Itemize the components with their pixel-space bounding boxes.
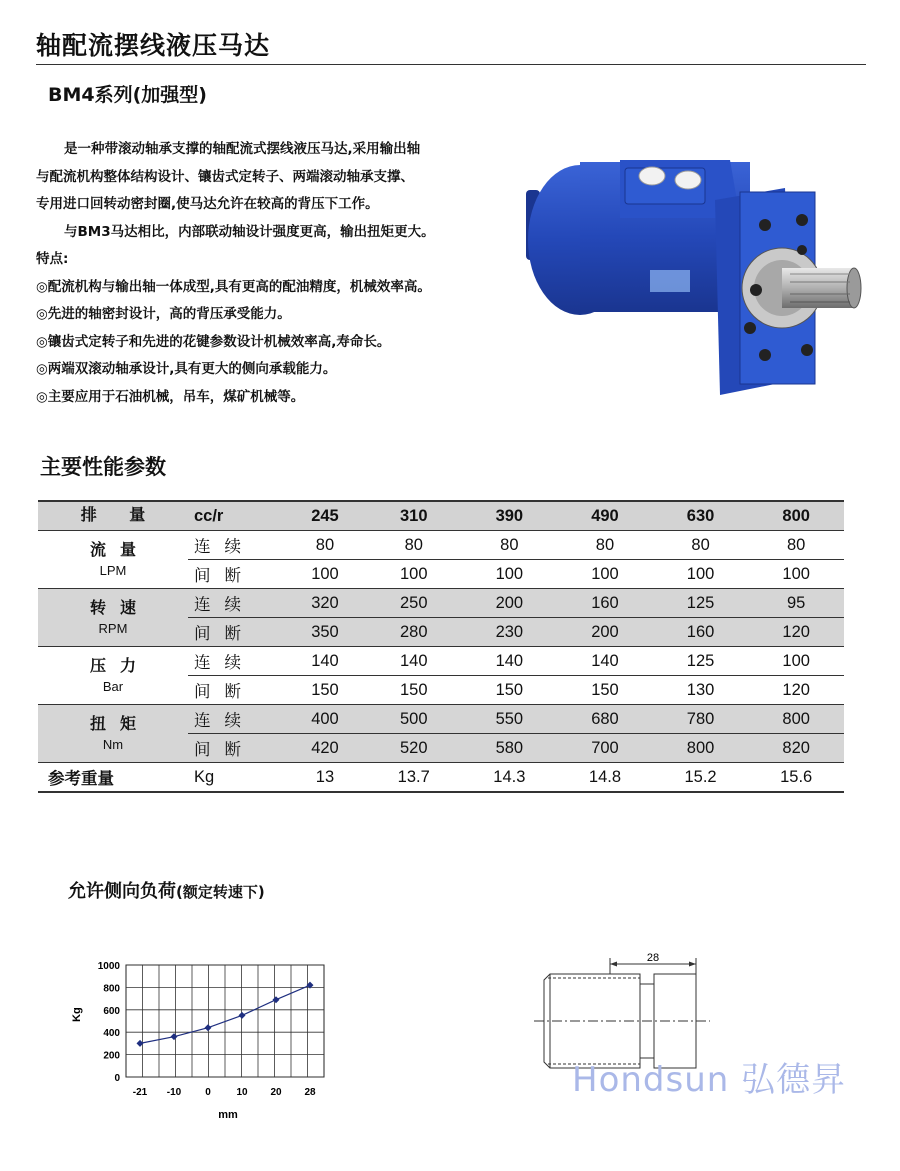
table-cell: 100 [748,560,844,589]
table-cell: 500 [366,705,462,734]
feature-item: ◎先进的轴密封设计，高的背压承受能力。 [36,306,291,322]
mode-cell: 间断 [188,618,284,647]
table-cell: 580 [462,734,558,763]
row-label-flow: 流量 LPM [38,531,188,589]
table-cell: 125 [653,589,749,618]
table-cell: 680 [557,705,653,734]
table-row [38,589,844,618]
table-cell: 100 [557,560,653,589]
x-tick-label: 10 [236,1087,248,1098]
table-cell: 100 [748,647,844,676]
data-point [171,1033,178,1040]
y-tick-label: 800 [103,983,120,995]
dimension-label: 28 [646,952,660,964]
mode-cell: 连续 [188,705,284,734]
table-cell: 80 [462,531,558,560]
intro-line: 是一种带滚动轴承支撑的轴配流式摆线液压马达,采用输出轴 [64,141,421,157]
y-tick-label: 600 [103,1005,120,1017]
side-load-chart [60,950,350,1135]
x-axis-label: mm [218,1109,238,1121]
table-cell: 14.3 [462,763,558,793]
table-cell: 120 [748,676,844,705]
x-tick-label: 20 [270,1087,282,1098]
table-header-row [38,501,844,531]
table-cell: 230 [462,618,558,647]
table-row-weight [38,763,844,793]
header-cell: 800 [748,501,844,531]
table-cell: 120 [748,618,844,647]
table-cell: 80 [653,531,749,560]
table-cell: 80 [284,531,366,560]
y-tick-label: 1000 [97,961,120,972]
x-tick-label: -10 [166,1087,182,1098]
table-row [38,531,844,560]
load-title: 允许侧向负荷(额定转速下) [68,881,265,902]
table-cell: 400 [284,705,366,734]
table-cell: 280 [366,618,462,647]
page-title: 轴配流摆线液压马达 [36,31,271,60]
table-cell: 14.8 [557,763,653,793]
y-tick-label: 0 [114,1073,120,1084]
mode-cell: 间断 [188,734,284,763]
table-cell: 140 [366,647,462,676]
table-cell: 13 [284,763,366,793]
features-label: 特点: [36,251,69,267]
table-cell: 15.6 [748,763,844,793]
intro-line: 与配流机构整体结构设计、镶齿式定转子、两端滚动轴承支撑、 [36,168,414,185]
table-cell: 100 [653,560,749,589]
y-tick-label: 200 [103,1050,120,1062]
table-cell: 80 [748,531,844,560]
mode-cell: 连续 [188,531,284,560]
table-cell: 140 [557,647,653,676]
table-cell: 250 [366,589,462,618]
header-cell: 490 [557,501,653,531]
weight-label: 参考重量 [38,763,188,793]
table-cell: 820 [748,734,844,763]
table-cell: 350 [284,618,366,647]
table-cell: 200 [462,589,558,618]
table-cell: 700 [557,734,653,763]
table-cell: 15.2 [653,763,749,793]
feature-item: ◎镶齿式定转子和先进的花键参数设计机械效率高,寿命长。 [36,333,391,350]
x-tick-label: 28 [304,1087,316,1098]
header-displacement: 排 量 [38,501,188,531]
x-tick-label: 0 [205,1087,211,1098]
mode-cell: 连续 [188,589,284,618]
data-point [205,1024,212,1031]
table-cell: 140 [284,647,366,676]
header-cell: 310 [366,501,462,531]
mode-cell: 间断 [188,560,284,589]
feature-item: ◎主要应用于石油机械，吊车，煤矿机械等。 [36,388,305,405]
title-divider [36,64,866,65]
table-cell: 130 [653,676,749,705]
table-cell: 780 [653,705,749,734]
feature-item: ◎两端双滚动轴承设计,具有更大的侧向承载能力。 [36,361,337,377]
intro-line: 专用进口回转动密封圈,使马达允许在较高的背压下工作。 [36,196,379,212]
table-cell: 100 [462,560,558,589]
spec-title: 主要性能参数 [40,455,166,479]
table-cell: 550 [462,705,558,734]
row-label-torque: 扭矩 Nm [38,705,188,763]
series-subtitle: BM4系列(加强型) [48,84,207,106]
table-cell: 140 [462,647,558,676]
data-point [273,996,280,1003]
table-cell: 150 [284,676,366,705]
table-cell: 800 [653,734,749,763]
watermark: Hondsun 弘德昇 [572,1060,847,1100]
data-point [239,1012,246,1019]
table-cell: 125 [653,647,749,676]
intro-line: 与BM3马达相比，内部联动轴设计强度更高，输出扭矩更大。 [64,223,435,240]
table-cell: 200 [557,618,653,647]
x-tick-label: -21 [132,1087,148,1098]
header-cell: 630 [653,501,749,531]
table-cell: 150 [462,676,558,705]
motor-image [520,140,865,405]
table-cell: 150 [366,676,462,705]
spec-table [38,500,844,793]
table-cell: 150 [557,676,653,705]
table-cell: 95 [748,589,844,618]
table-cell: 320 [284,589,366,618]
table-cell: 420 [284,734,366,763]
table-row [38,647,844,676]
weight-unit: Kg [188,763,284,793]
table-row [38,705,844,734]
header-unit: cc/r [188,501,284,531]
y-axis-label: Kg [71,1007,83,1022]
y-tick-label: 400 [103,1028,120,1040]
table-cell: 80 [366,531,462,560]
row-label-speed: 转速 RPM [38,589,188,647]
table-cell: 520 [366,734,462,763]
table-cell: 13.7 [366,763,462,793]
table-cell: 100 [284,560,366,589]
table-cell: 800 [748,705,844,734]
table-cell: 160 [557,589,653,618]
header-cell: 390 [462,501,558,531]
header-cell: 245 [284,501,366,531]
feature-item: ◎配流机构与输出轴一体成型,具有更高的配油精度，机械效率高。 [36,278,431,295]
mode-cell: 连续 [188,647,284,676]
row-label-pressure: 压力 Bar [38,647,188,705]
table-cell: 100 [366,560,462,589]
intro-text [36,136,516,411]
table-cell: 80 [557,531,653,560]
table-cell: 160 [653,618,749,647]
mode-cell: 间断 [188,676,284,705]
